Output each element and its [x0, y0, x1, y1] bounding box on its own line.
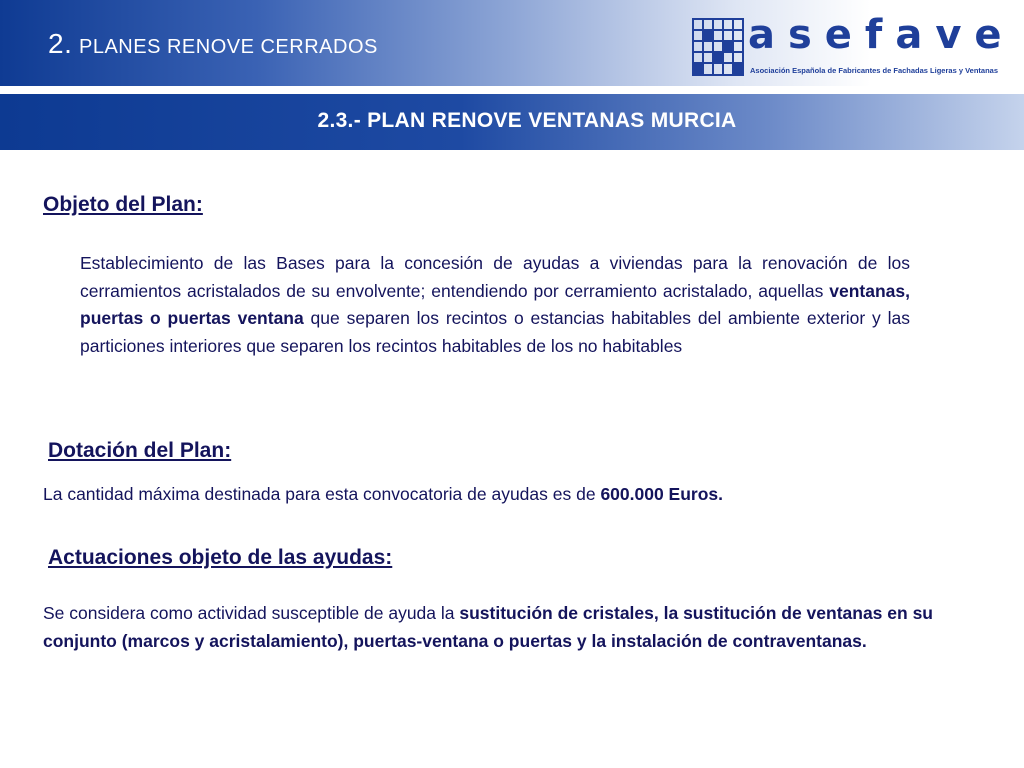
logo-grid-icon [692, 18, 744, 76]
section-number: 2. [48, 28, 73, 59]
slide-subtitle: 2.3.- PLAN RENOVE VENTANAS MURCIA [317, 109, 737, 132]
dotacion-text-1: La cantidad máxima destinada para esta convocatoria de ayudas es de [43, 484, 601, 504]
objeto-heading: Objeto del Plan: [43, 193, 203, 216]
actuaciones-text-bold: sustitución de cristales, la sustitución de ventanas en su conjunto (marcos y acristalamiento), puertas-ventana o puertas y la instalación de contraventanas. [43, 603, 933, 651]
objeto-text-bold: ventanas, puertas o puertas ventana [80, 280, 910, 328]
asefave-logo [692, 12, 1015, 80]
actuaciones-heading: Actuaciones objeto de las ayudas: [48, 546, 393, 569]
objeto-paragraph [80, 250, 910, 360]
section-title [48, 28, 378, 60]
dotacion-amount: 600.000 Euros. [600, 484, 724, 504]
section-title-text: PLANES RENOVE CERRADOS [78, 36, 378, 58]
dotacion-paragraph [43, 481, 943, 508]
actuaciones-text-1: Se considera como actividad susceptible de ayuda la [43, 603, 460, 623]
logo-tagline: Asociación Española de Fabricantes de Fachadas Ligeras y Ventanas [750, 66, 999, 75]
logo-wordmark: asefave [748, 12, 1015, 58]
actuaciones-paragraph [43, 600, 955, 655]
dotacion-heading: Dotación del Plan: [48, 439, 232, 462]
objeto-text-2: que separen los recintos o estancias habitables del ambiente exterior y las particiones interiores que separen los recintos habitables de los no habitables [80, 308, 910, 356]
objeto-text-1: Establecimiento de las Bases para la concesión de ayudas a viviendas para la renovación de los cerramientos acristalados de su envolvente; entendiendo por cerramiento acristalado, aquellas [80, 253, 910, 301]
